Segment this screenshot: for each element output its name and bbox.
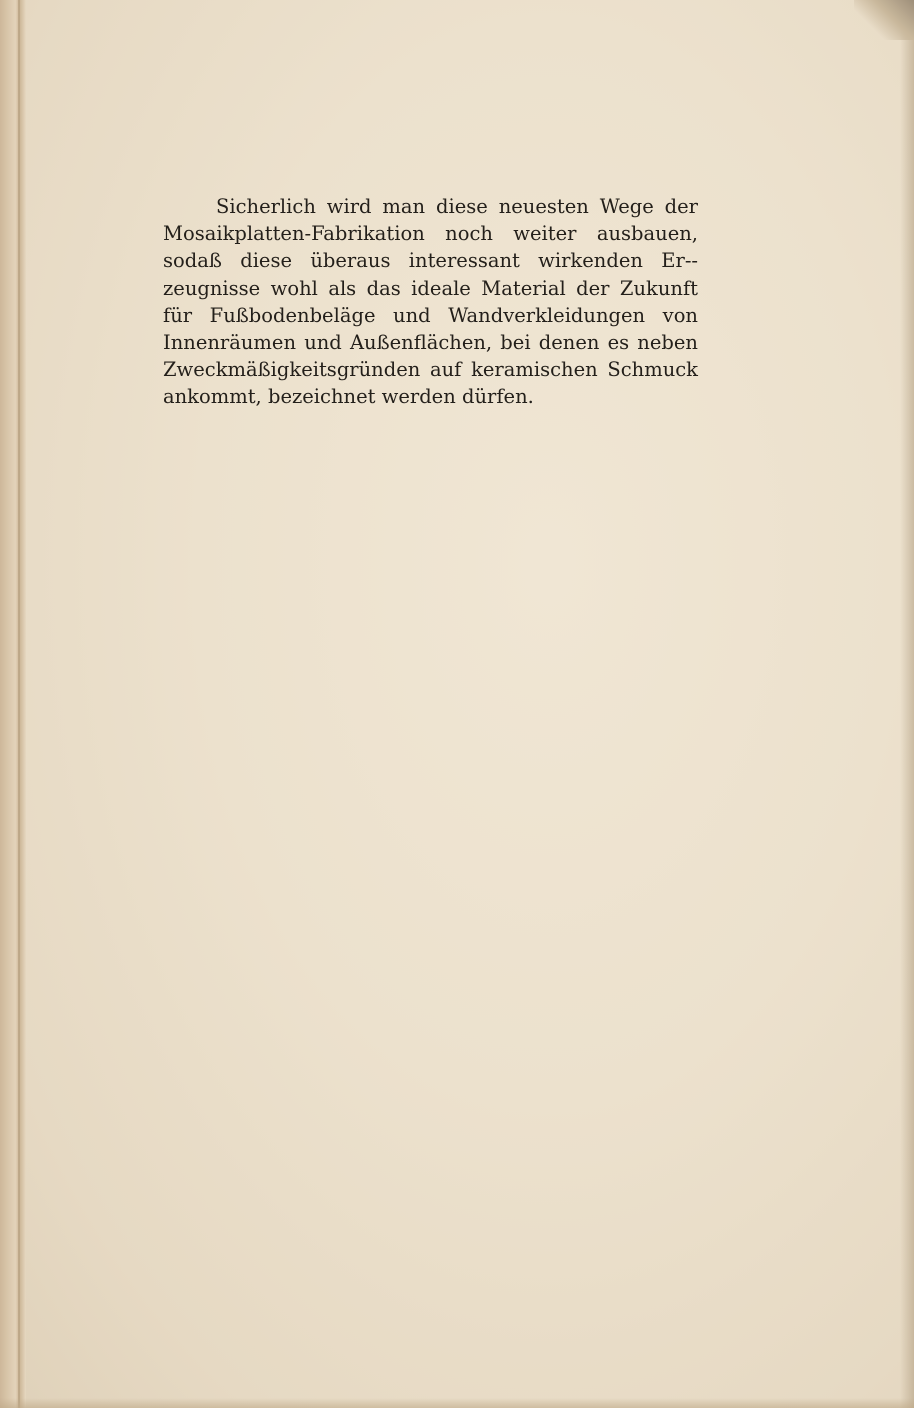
body-text <box>163 193 698 411</box>
binding-line <box>18 0 20 1408</box>
paragraph: Sicherlich wird man diese neuesten Wege der Mosaikplatten-Fabrikation noch weiter ausbauen, sodaß diese überaus interessant wirkenden Er-zeugnisse wohl als das ideale Material der Zukunft für Fußbodenbeläge und Wandverkleidungen von Innenräumen und Außenflächen, bei denen es neben Zweckmäßigkeitsgründen auf keramischen Schmuck ankommt, bezeichnet werden dürfen. <box>163 195 698 409</box>
page-corner <box>854 0 914 40</box>
book-spine <box>0 0 26 1408</box>
bottom-edge-shadow <box>0 1398 914 1408</box>
page-edge-shadow <box>900 0 914 1408</box>
